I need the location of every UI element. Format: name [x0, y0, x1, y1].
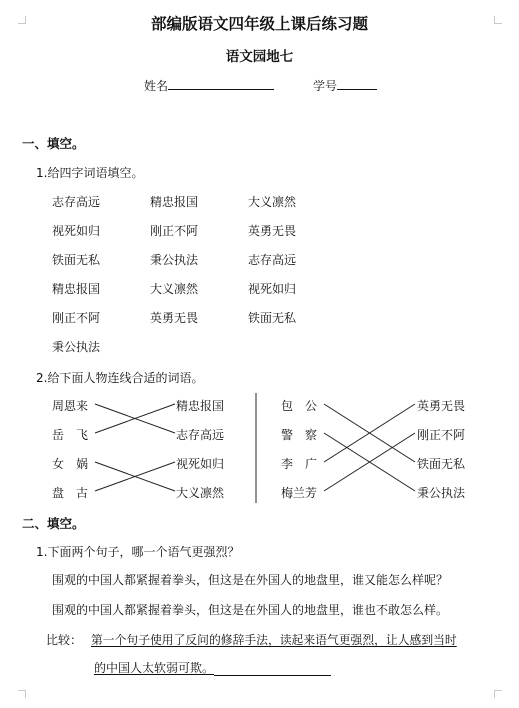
grid-word: 英勇无畏	[248, 224, 297, 238]
question-prompt: 2.给下面人物连线合适的词语。	[36, 371, 204, 385]
match-word: 视死如归	[176, 457, 225, 471]
grid-word: 精忠报国	[52, 282, 101, 296]
grid-word: 志存高远	[248, 253, 297, 267]
grid-word: 精忠报国	[150, 195, 199, 209]
person-name: 女 娲	[52, 457, 89, 471]
match-word: 大义凛然	[176, 486, 225, 500]
question-prompt: 1.给四字词语填空。	[36, 166, 144, 180]
match-word: 铁面无私	[417, 457, 466, 471]
person-name: 盘 古	[52, 486, 89, 500]
answer-underline-extension	[214, 675, 331, 676]
grid-word: 视死如归	[52, 224, 101, 238]
grid-word: 刚正不阿	[150, 224, 199, 238]
name-label: 姓名	[144, 79, 169, 93]
example-sentence: 围观的中国人都紧握着拳头，但这是在外国人的地盘里，谁也不敢怎么样。	[52, 603, 449, 617]
grid-word: 秉公执法	[150, 253, 199, 267]
grid-word: 视死如归	[248, 282, 297, 296]
grid-word: 铁面无私	[52, 253, 101, 267]
grid-word: 铁面无私	[248, 311, 297, 325]
grid-word: 英勇无畏	[150, 311, 199, 325]
example-sentence: 围观的中国人都紧握着拳头，但这是在外国人的地盘里，谁又能怎么样呢？	[52, 573, 449, 587]
question-prompt: 1.下面两个句子，哪一个语气更强烈？	[36, 545, 240, 559]
grid-word: 刚正不阿	[52, 311, 101, 325]
grid-word: 志存高远	[52, 195, 101, 209]
match-word: 刚正不阿	[417, 428, 466, 442]
section-heading: 一、填空。	[22, 136, 85, 151]
person-name: 周恩来	[52, 399, 89, 413]
match-word: 精忠报国	[176, 399, 225, 413]
person-name: 岳 飞	[52, 428, 89, 442]
page-subtitle: 语文园地七	[225, 49, 294, 65]
grid-word: 大义凛然	[248, 195, 297, 209]
person-name: 梅兰芳	[281, 486, 318, 500]
grid-word: 秉公执法	[52, 340, 101, 354]
person-name: 包 公	[281, 399, 318, 413]
answer-line: 的中国人太软弱可欺。	[94, 661, 215, 675]
person-name: 警 察	[281, 428, 318, 442]
compare-label: 比较：	[46, 633, 83, 647]
grid-word: 大义凛然	[150, 282, 199, 296]
person-name: 李 广	[281, 457, 318, 471]
section-heading: 二、填空。	[22, 516, 85, 531]
student-id-label: 学号	[313, 79, 338, 93]
match-word: 志存高远	[176, 428, 225, 442]
match-word: 秉公执法	[417, 486, 466, 500]
page-title: 部编版语文四年级上课后练习题	[150, 15, 368, 33]
answer-line: 第一个句子使用了反问的修辞手法，读起来语气更强烈，让人感到当时	[91, 633, 457, 647]
match-word: 英勇无畏	[417, 399, 466, 413]
